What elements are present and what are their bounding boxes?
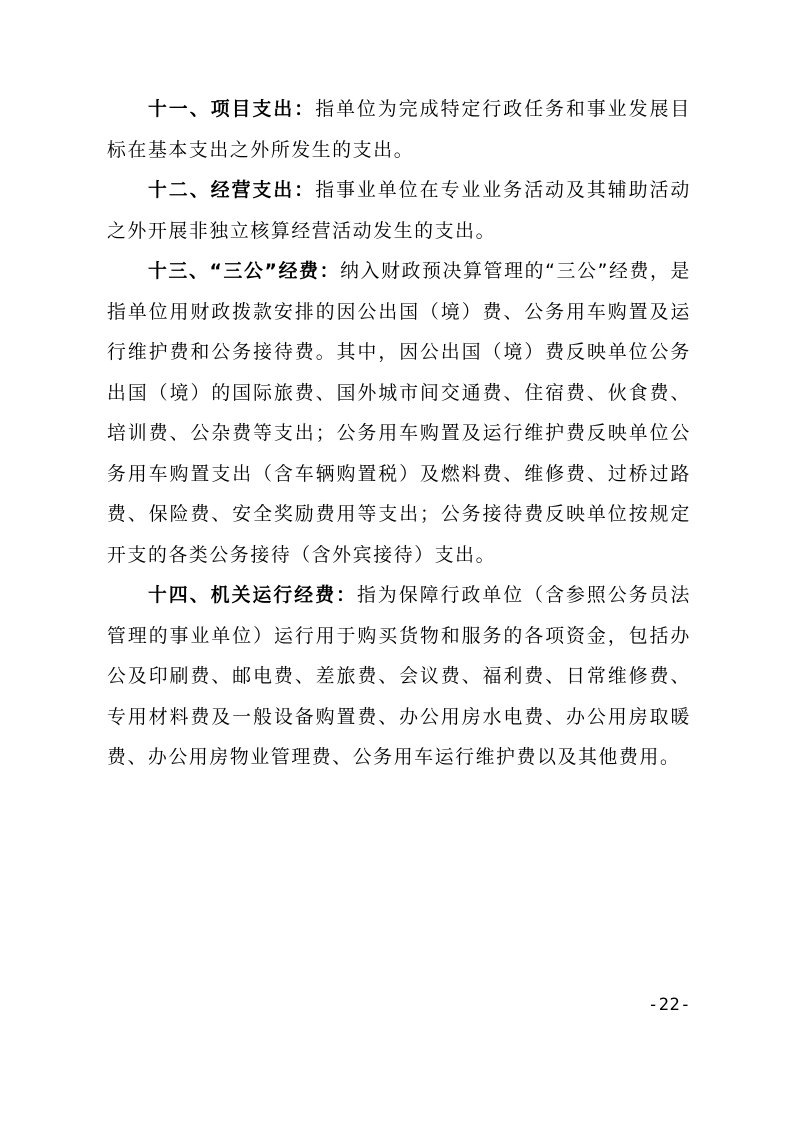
term-heading: 十一、项目支出： <box>148 99 316 120</box>
page-number: -22- <box>648 995 691 1015</box>
paragraph-operating-expenditure <box>107 171 691 252</box>
paragraph-three-public-expenses <box>107 252 691 576</box>
term-definition: 指为保障行政单位（含参照公务员法管理的事业单位）运行用于购买货物和服务的各项资金，包括办公及印刷费、邮电费、差旅费、会议费、福利费、日常维修费、专用材料费及一般设备购置费、办公用房水电费、办公用房取暖费、办公用房物业管理费、公务用车运行维护费以及其他费用。 <box>107 585 692 768</box>
term-definition: 指单位为完成特定行政任务和事业发展目标在基本支出之外所发生的支出。 <box>107 99 691 161</box>
paragraph-project-expenditure <box>107 90 691 171</box>
paragraph-agency-operating-expenses <box>107 576 691 779</box>
term-definition: 指事业单位在专业业务活动及其辅助活动之外开展非独立核算经营活动发生的支出。 <box>107 180 691 242</box>
term-heading: 十四、机关运行经费： <box>148 585 358 606</box>
term-definition: 纳入财政预决算管理的“三公”经费，是指单位用财政拨款安排的因公出国（境）费、公务用车购置及运行维护费和公务接待费。其中，因公出国（境）费反映单位公务出国（境）的国际旅费、国外城市间交通费、住宿费、伙食费、培训费、公杂费等支出；公务用车购置及运行维护费反映单位公务用车购置支出（含车辆购置税）及燃料费、维修费、过桥过路费、保险费、安全奖励费用等支出；公务接待费反映单位按规定开支的各类公务接待（含外宾接待）支出。 <box>107 261 691 566</box>
term-heading: 十三、“三公”经费： <box>148 261 341 282</box>
document-body <box>107 90 691 779</box>
term-heading: 十二、经营支出： <box>148 180 316 201</box>
